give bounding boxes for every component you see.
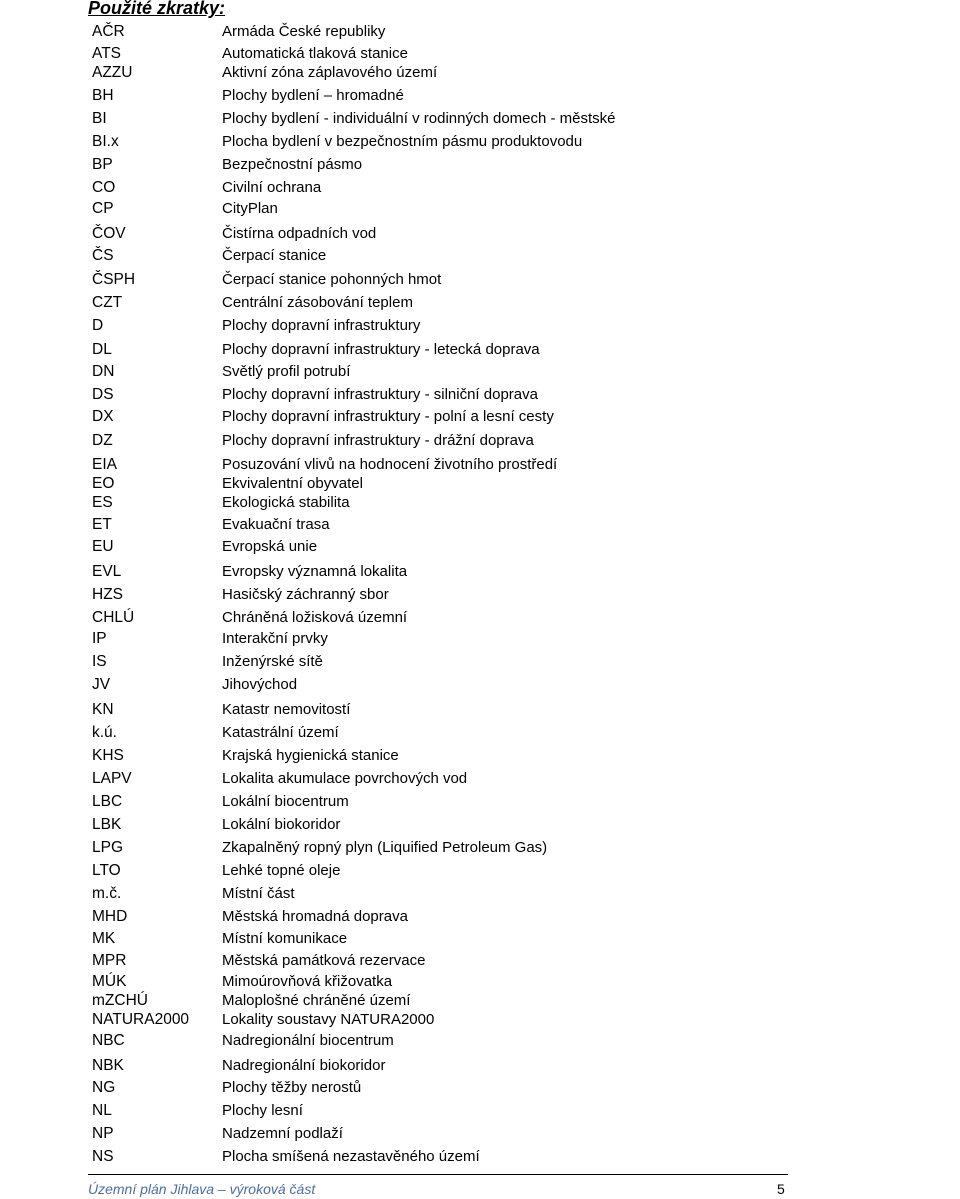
abbreviation-meaning: Posuzování vlivů na hodnocení životního prostředí (222, 456, 558, 473)
abbreviation-meaning: Ekvivalentní obyvatel (222, 475, 363, 492)
abbreviation-meaning: Místní komunikace (222, 930, 348, 947)
abbreviation-row (0, 109, 960, 131)
abbreviation-code: AČR (92, 23, 125, 40)
abbreviation-row (0, 838, 960, 860)
abbreviation-row (0, 562, 960, 584)
abbreviation-row (0, 652, 960, 674)
abbreviation-meaning: Centrální zásobování teplem (222, 294, 413, 311)
abbreviation-row (0, 675, 960, 697)
abbreviation-row (0, 1147, 960, 1169)
abbreviation-row (0, 723, 960, 745)
abbreviation-meaning: Světlý profil potrubí (222, 363, 351, 380)
abbreviation-row (0, 385, 960, 407)
abbreviation-code: CO (92, 179, 116, 196)
abbreviation-row (0, 1101, 960, 1123)
abbreviation-code: KN (92, 701, 114, 718)
abbreviation-meaning: Plochy dopravní infrastruktury - drážní doprava (222, 432, 534, 449)
abbreviation-code: IS (92, 653, 107, 670)
abbreviation-meaning: Plocha bydlení v bezpečnostním pásmu produktovodu (222, 133, 583, 150)
abbreviation-code: ET (92, 516, 112, 533)
abbreviation-code: NP (92, 1125, 114, 1142)
abbreviation-code: mZCHÚ (92, 992, 148, 1009)
abbreviation-meaning: Automatická tlaková stanice (222, 45, 408, 62)
abbreviation-row (0, 951, 960, 973)
abbreviation-row (0, 362, 960, 384)
abbreviation-row (0, 815, 960, 837)
abbreviation-code: KHS (92, 747, 124, 764)
abbreviation-row (0, 178, 960, 200)
abbreviation-code: ČOV (92, 225, 126, 242)
abbreviation-meaning: Maloplošné chráněné území (222, 992, 411, 1009)
abbreviation-code: EIA (92, 456, 117, 473)
abbreviation-row (0, 293, 960, 315)
abbreviation-code: NL (92, 1102, 112, 1119)
abbreviation-row (0, 340, 960, 362)
abbreviation-row (0, 1031, 960, 1053)
abbreviation-row (0, 63, 960, 85)
footer-page-number: 5 (777, 1181, 785, 1197)
page-title: Použité zkratky: (88, 0, 226, 18)
abbreviation-row (0, 884, 960, 906)
abbreviation-meaning: Místní část (222, 885, 295, 902)
abbreviation-row (0, 861, 960, 883)
abbreviation-row (0, 585, 960, 607)
abbreviation-code: CZT (92, 294, 123, 311)
abbreviation-code: LPG (92, 839, 124, 856)
abbreviation-meaning: Aktivní zóna záplavového území (222, 64, 438, 81)
abbreviation-code: ES (92, 494, 113, 511)
abbreviation-row (0, 316, 960, 338)
abbreviation-row (0, 1056, 960, 1078)
abbreviation-code: IP (92, 630, 107, 647)
abbreviation-meaning: Nadregionální biocentrum (222, 1032, 394, 1049)
abbreviation-meaning: Plochy těžby nerostů (222, 1079, 362, 1096)
abbreviation-meaning: Ekologická stabilita (222, 494, 350, 511)
abbreviation-meaning: Plochy dopravní infrastruktury - letecká doprava (222, 341, 540, 358)
abbreviation-meaning: Čistírna odpadních vod (222, 225, 377, 242)
abbreviation-meaning: Hasičský záchranný sbor (222, 586, 389, 603)
abbreviation-row (0, 132, 960, 154)
abbreviation-code: DL (92, 341, 112, 358)
abbreviation-meaning: Čerpací stanice pohonných hmot (222, 271, 442, 288)
abbreviation-row (0, 224, 960, 246)
abbreviation-code: EU (92, 538, 114, 555)
abbreviation-row (0, 515, 960, 537)
abbreviation-code: MK (92, 930, 116, 947)
abbreviation-code: EVL (92, 563, 122, 580)
abbreviation-code: ATS (92, 45, 121, 62)
abbreviation-meaning: Krajská hygienická stanice (222, 747, 399, 764)
abbreviation-code: BH (92, 87, 114, 104)
abbreviation-meaning: Čerpací stanice (222, 247, 327, 264)
abbreviation-meaning: Civilní ochrana (222, 179, 322, 196)
abbreviation-code: DS (92, 386, 114, 403)
abbreviation-meaning: Katastr nemovitostí (222, 701, 351, 718)
abbreviation-code: NG (92, 1079, 116, 1096)
abbreviation-meaning: Lokální biokoridor (222, 816, 341, 833)
abbreviation-row (0, 700, 960, 722)
abbreviation-row (0, 246, 960, 268)
abbreviation-code: MHD (92, 908, 128, 925)
abbreviation-code: LTO (92, 862, 121, 879)
abbreviation-code: DZ (92, 432, 113, 449)
abbreviation-code: NBK (92, 1057, 124, 1074)
abbreviation-meaning: Nadregionální biokoridor (222, 1057, 386, 1074)
abbreviation-code: BP (92, 156, 113, 173)
abbreviation-row (0, 86, 960, 108)
abbreviation-row (0, 407, 960, 429)
abbreviation-code: MPR (92, 952, 127, 969)
abbreviation-meaning: Lehké topné oleje (222, 862, 341, 879)
abbreviation-meaning: Lokalita akumulace povrchových vod (222, 770, 468, 787)
abbreviation-code: DN (92, 363, 115, 380)
footer-document-title: Územní plán Jihlava – výroková část (88, 1181, 316, 1197)
abbreviation-code: k.ú. (92, 724, 117, 741)
abbreviation-code: LBK (92, 816, 122, 833)
abbreviation-code: DX (92, 408, 114, 425)
abbreviation-code: CP (92, 200, 114, 217)
abbreviation-meaning: Zkapalněný ropný plyn (Liquified Petroleum Gas) (222, 839, 548, 856)
abbreviation-row (0, 431, 960, 453)
abbreviation-row (0, 493, 960, 515)
abbreviation-row (0, 270, 960, 292)
abbreviation-meaning: Městská hromadná doprava (222, 908, 408, 925)
abbreviation-meaning: Chráněná ložisková územní (222, 609, 408, 626)
abbreviation-meaning: Plochy lesní (222, 1102, 303, 1119)
abbreviation-meaning: Plochy dopravní infrastruktury - silniční doprava (222, 386, 538, 403)
abbreviation-row (0, 769, 960, 791)
abbreviation-meaning: Lokální biocentrum (222, 793, 349, 810)
abbreviation-code: LAPV (92, 770, 132, 787)
abbreviation-code: JV (92, 676, 111, 693)
abbreviation-meaning: Evropsky významná lokalita (222, 563, 408, 580)
abbreviation-row (0, 929, 960, 951)
abbreviation-meaning: Městská památková rezervace (222, 952, 426, 969)
abbreviation-code: EO (92, 475, 115, 492)
abbreviation-code: NATURA2000 (92, 1011, 190, 1028)
abbreviation-row (0, 907, 960, 929)
abbreviation-code: NS (92, 1148, 114, 1165)
abbreviation-row (0, 608, 960, 630)
abbreviation-meaning: Mimoúrovňová křižovatka (222, 973, 393, 990)
abbreviation-meaning: Plocha smíšená nezastavěného území (222, 1148, 480, 1165)
abbreviation-row (0, 155, 960, 177)
abbreviation-code: AZZU (92, 64, 133, 81)
abbreviation-meaning: Plochy bydlení – hromadné (222, 87, 404, 104)
abbreviation-meaning: Lokality soustavy NATURA2000 (222, 1011, 435, 1028)
abbreviation-row (0, 629, 960, 651)
abbreviation-row (0, 746, 960, 768)
abbreviation-meaning: CityPlan (222, 200, 278, 217)
abbreviation-code: NBC (92, 1032, 125, 1049)
abbreviation-row (0, 1010, 960, 1032)
abbreviation-code: MÚK (92, 973, 127, 990)
abbreviation-code: HZS (92, 586, 123, 603)
abbreviation-meaning: Katastrální území (222, 724, 339, 741)
footer-divider (88, 1174, 788, 1175)
abbreviation-meaning: Plochy bydlení - individuální v rodinných domech - městské (222, 110, 616, 127)
abbreviation-meaning: Evropská unie (222, 538, 318, 555)
abbreviation-row (0, 1078, 960, 1100)
abbreviation-meaning: Plochy dopravní infrastruktury - polní a lesní cesty (222, 408, 554, 425)
abbreviation-row (0, 537, 960, 559)
abbreviation-code: m.č. (92, 885, 122, 902)
abbreviation-code: CHLÚ (92, 609, 135, 626)
abbreviation-code: ČSPH (92, 271, 136, 288)
abbreviation-code: BI (92, 110, 107, 127)
abbreviation-code: BI.x (92, 133, 119, 150)
abbreviation-meaning: Evakuační trasa (222, 516, 330, 533)
abbreviation-code: D (92, 317, 104, 334)
abbreviation-meaning: Nadzemní podlaží (222, 1125, 343, 1142)
abbreviation-row (0, 792, 960, 814)
abbreviation-meaning: Inženýrské sítě (222, 653, 323, 670)
abbreviation-meaning: Armáda České republiky (222, 23, 386, 40)
abbreviation-meaning: Bezpečnostní pásmo (222, 156, 363, 173)
abbreviation-row (0, 1124, 960, 1146)
abbreviation-meaning: Plochy dopravní infrastruktury (222, 317, 421, 334)
abbreviation-row (0, 22, 960, 44)
abbreviation-code: ČS (92, 247, 114, 264)
abbreviation-meaning: Jihovýchod (222, 676, 298, 693)
abbreviation-meaning: Interakční prvky (222, 630, 328, 647)
abbreviation-row (0, 199, 960, 221)
abbreviation-code: LBC (92, 793, 123, 810)
